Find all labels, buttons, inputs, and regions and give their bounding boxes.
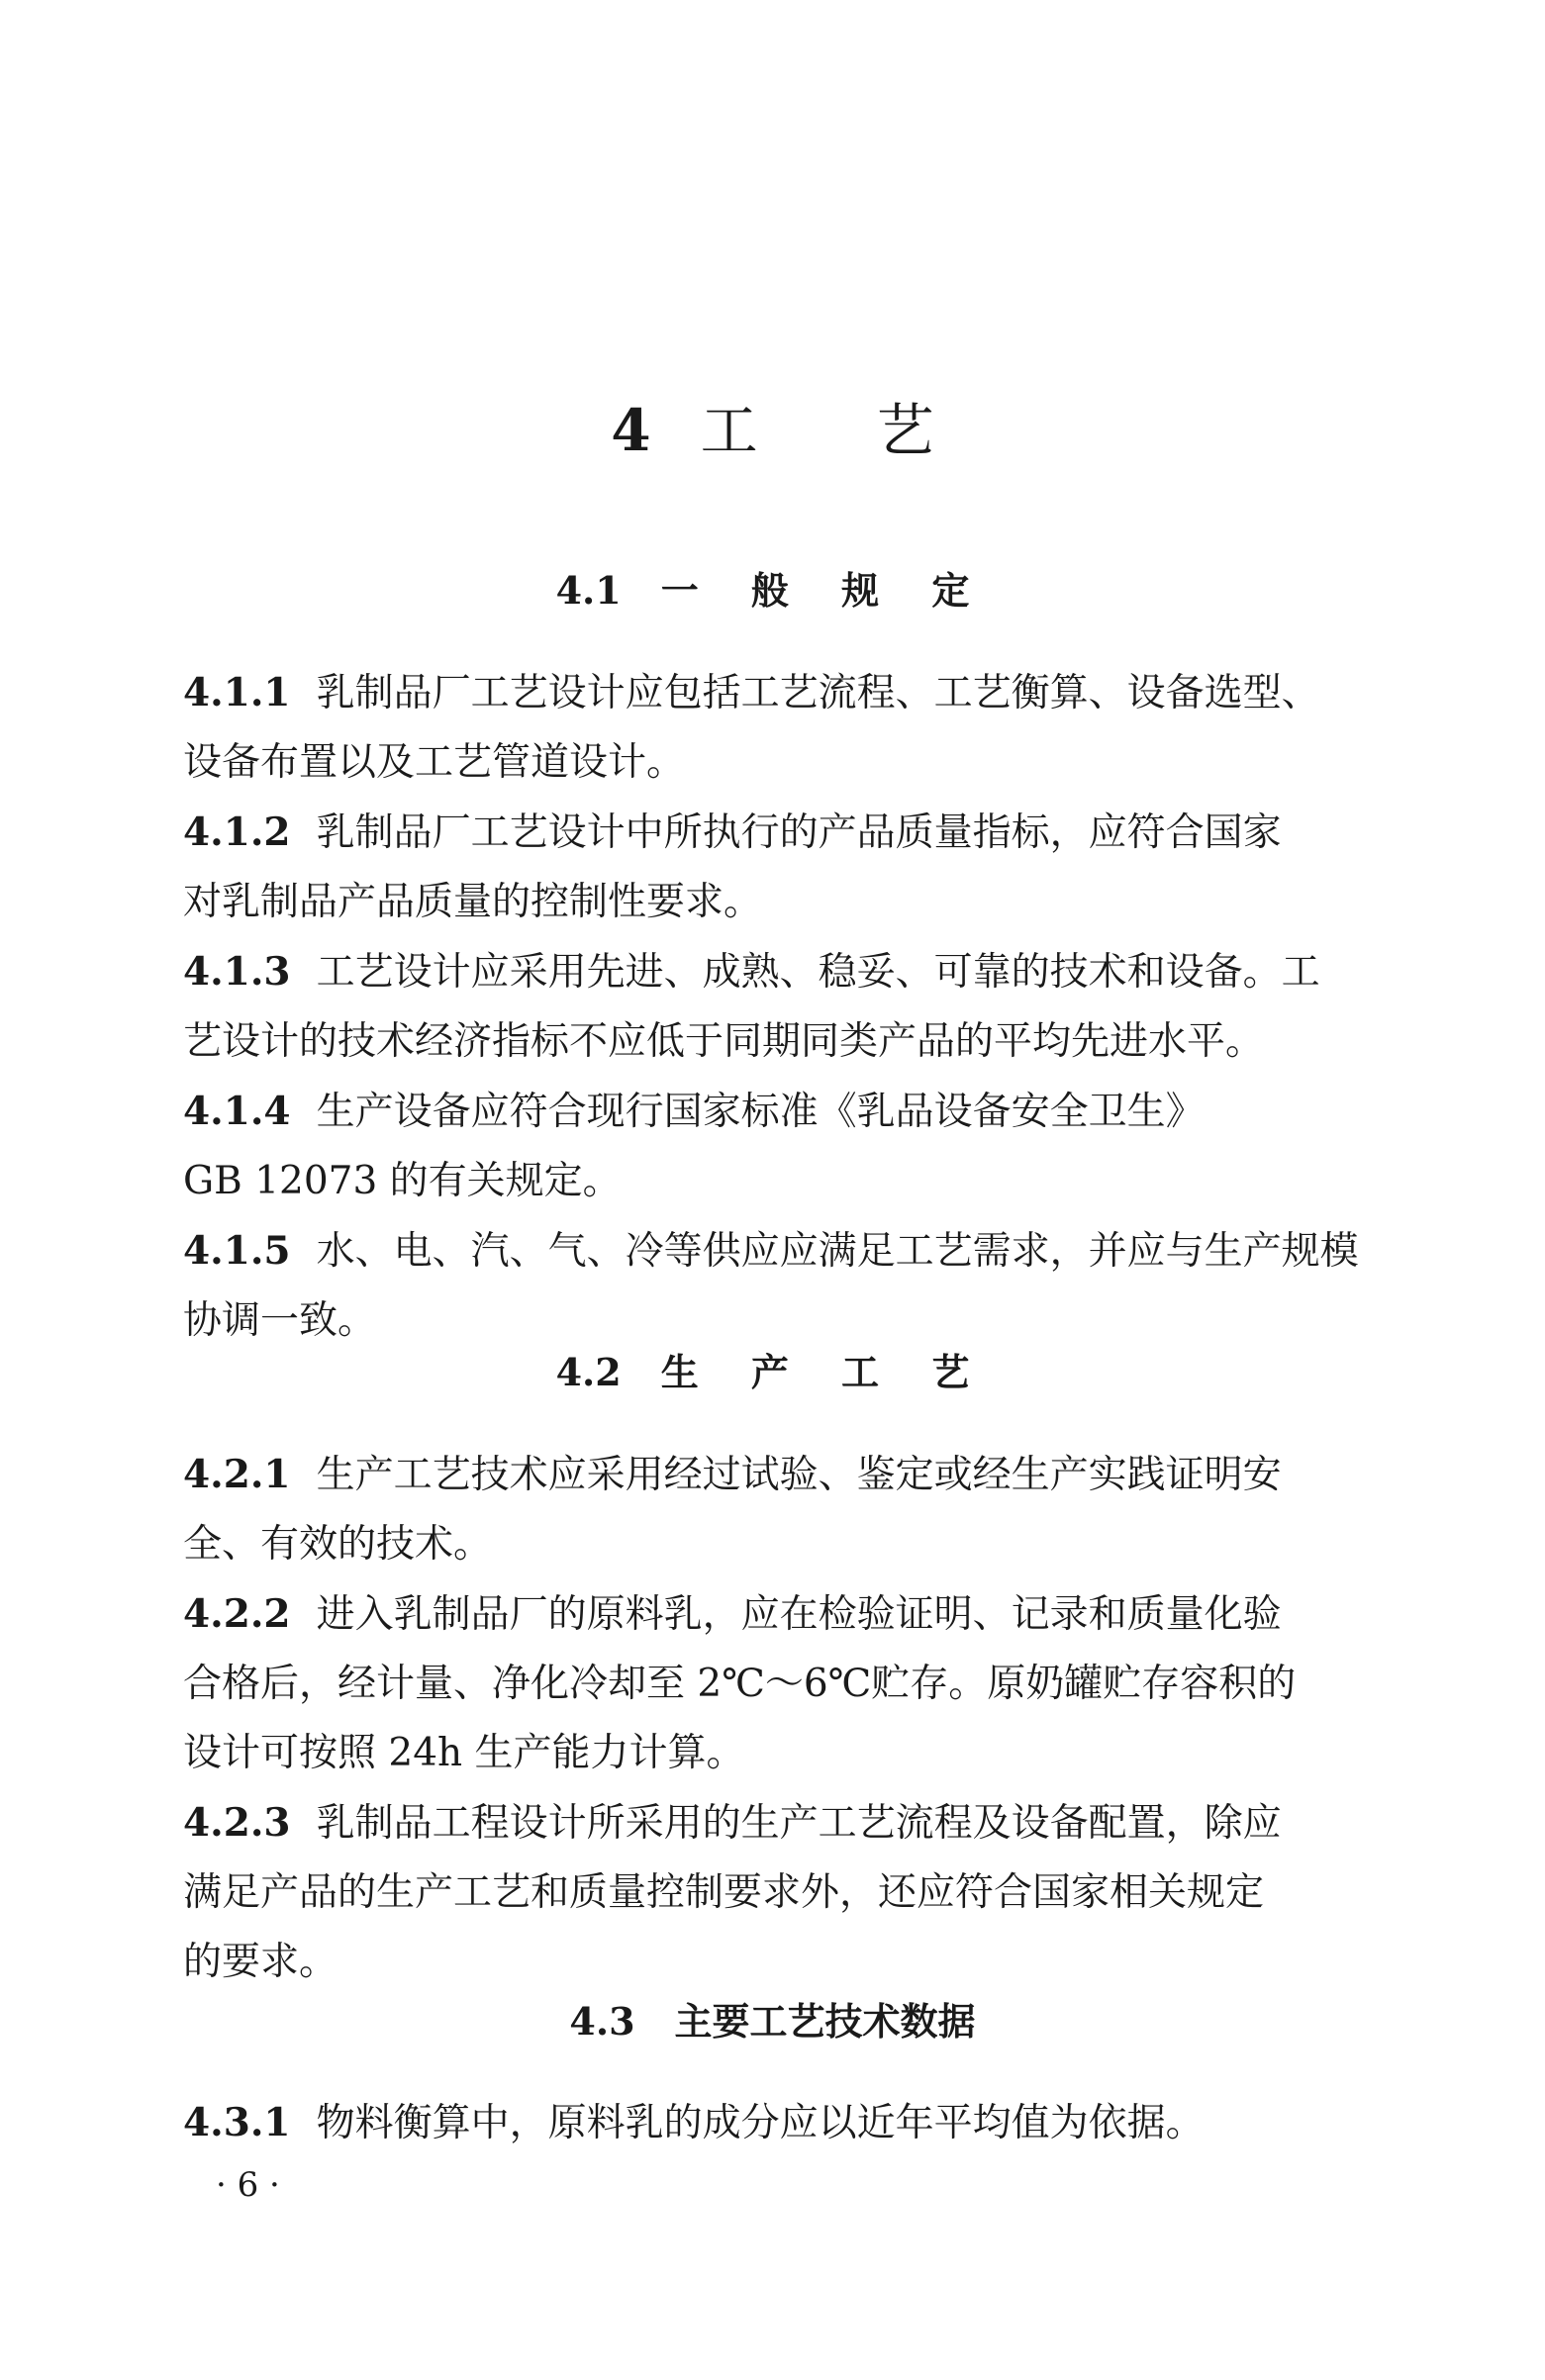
clause-text: 物料衡算中，原料乳的成分应以近年平均值为依据。: [316, 2101, 1205, 2145]
section-number: 4.3: [569, 1999, 635, 2044]
clause-text: 的要求。: [183, 1940, 338, 1984]
clause-text: 设备布置以及工艺管道设计。: [183, 740, 686, 785]
clause-text: 对乳制品产品质量的控制性要求。: [183, 880, 763, 924]
clause-number: 4.2.3: [183, 1800, 291, 1846]
clause: [183, 937, 1396, 1077]
clause: [183, 1216, 1396, 1356]
section-number: 4.1: [555, 568, 622, 613]
clause-text: 生产工艺技术应采用经过试验、鉴定或经生产实践证明安: [316, 1453, 1282, 1497]
clause-text: 水、电、汽、气、冷等供应应满足工艺需求，并应与生产规模: [316, 1229, 1359, 1274]
clause-text: 乳制品厂工艺设计中所执行的产品质量指标，应符合国家: [316, 810, 1282, 855]
page-number: · 6 ·: [216, 2165, 280, 2205]
chapter-title-char: 工: [700, 397, 758, 464]
clause: [183, 2088, 1396, 2158]
clause-text: 乳制品厂工艺设计应包括工艺流程、工艺衡算、设备选型、: [316, 671, 1320, 715]
chapter-title-char: 艺: [876, 397, 934, 464]
clause-number: 4.1.5: [183, 1228, 291, 1274]
section-title: 主要工艺技术数据: [674, 2000, 976, 2044]
section-heading: [0, 566, 1545, 616]
clause-number: 4.1.3: [183, 949, 291, 995]
chapter-title: [0, 391, 1545, 470]
clause-text: 设计可按照 24h 生产能力计算。: [183, 1731, 745, 1775]
clause-text: 生产设备应符合现行国家标准《乳品设备安全卫生》: [316, 1090, 1205, 1134]
clause: [183, 658, 1396, 798]
section-heading: [0, 1348, 1545, 1397]
clause: [183, 798, 1396, 937]
clause: [183, 1440, 1396, 1579]
section-heading: [0, 1997, 1545, 2047]
clause-number: 4.1.2: [183, 809, 291, 855]
clause-number: 4.3.1: [183, 2100, 291, 2145]
clause-text: 全、有效的技术。: [183, 1522, 493, 1567]
clause-number: 4.2.2: [183, 1591, 291, 1637]
clause-text: 进入乳制品厂的原料乳，应在检验证明、记录和质量化验: [316, 1592, 1282, 1637]
section-body: [183, 658, 1396, 1356]
clause-text: 协调一致。: [183, 1298, 377, 1343]
section-title: 一 般 规 定: [660, 569, 990, 613]
clause-text: 乳制品工程设计所采用的生产工艺流程及设备配置，除应: [316, 1801, 1282, 1846]
section-number: 4.2: [555, 1350, 622, 1394]
clause-number: 4.1.1: [183, 670, 291, 715]
clause-text: 合格后，经计量、净化冷却至 2℃～6℃贮存。原奶罐贮存容积的: [183, 1662, 1297, 1706]
section-body: [183, 1440, 1396, 1997]
clause-text: GB 12073 的有关规定。: [183, 1159, 622, 1203]
clause-text: 工艺设计应采用先进、成熟、稳妥、可靠的技术和设备。工: [316, 950, 1320, 995]
clause-number: 4.2.1: [183, 1452, 291, 1497]
clause-number: 4.1.4: [183, 1089, 291, 1134]
clause: [183, 1077, 1396, 1216]
section-title: 生 产 工 艺: [660, 1351, 990, 1394]
clause-text: 满足产品的生产工艺和质量控制要求外，还应符合国家相关规定: [183, 1870, 1265, 1915]
section-body: [183, 2088, 1396, 2158]
chapter-number: 4: [611, 397, 651, 464]
clause: [183, 1788, 1396, 1997]
clause: [183, 1579, 1396, 1788]
clause-text: 艺设计的技术经济指标不应低于同期同类产品的平均先进水平。: [183, 1019, 1265, 1064]
